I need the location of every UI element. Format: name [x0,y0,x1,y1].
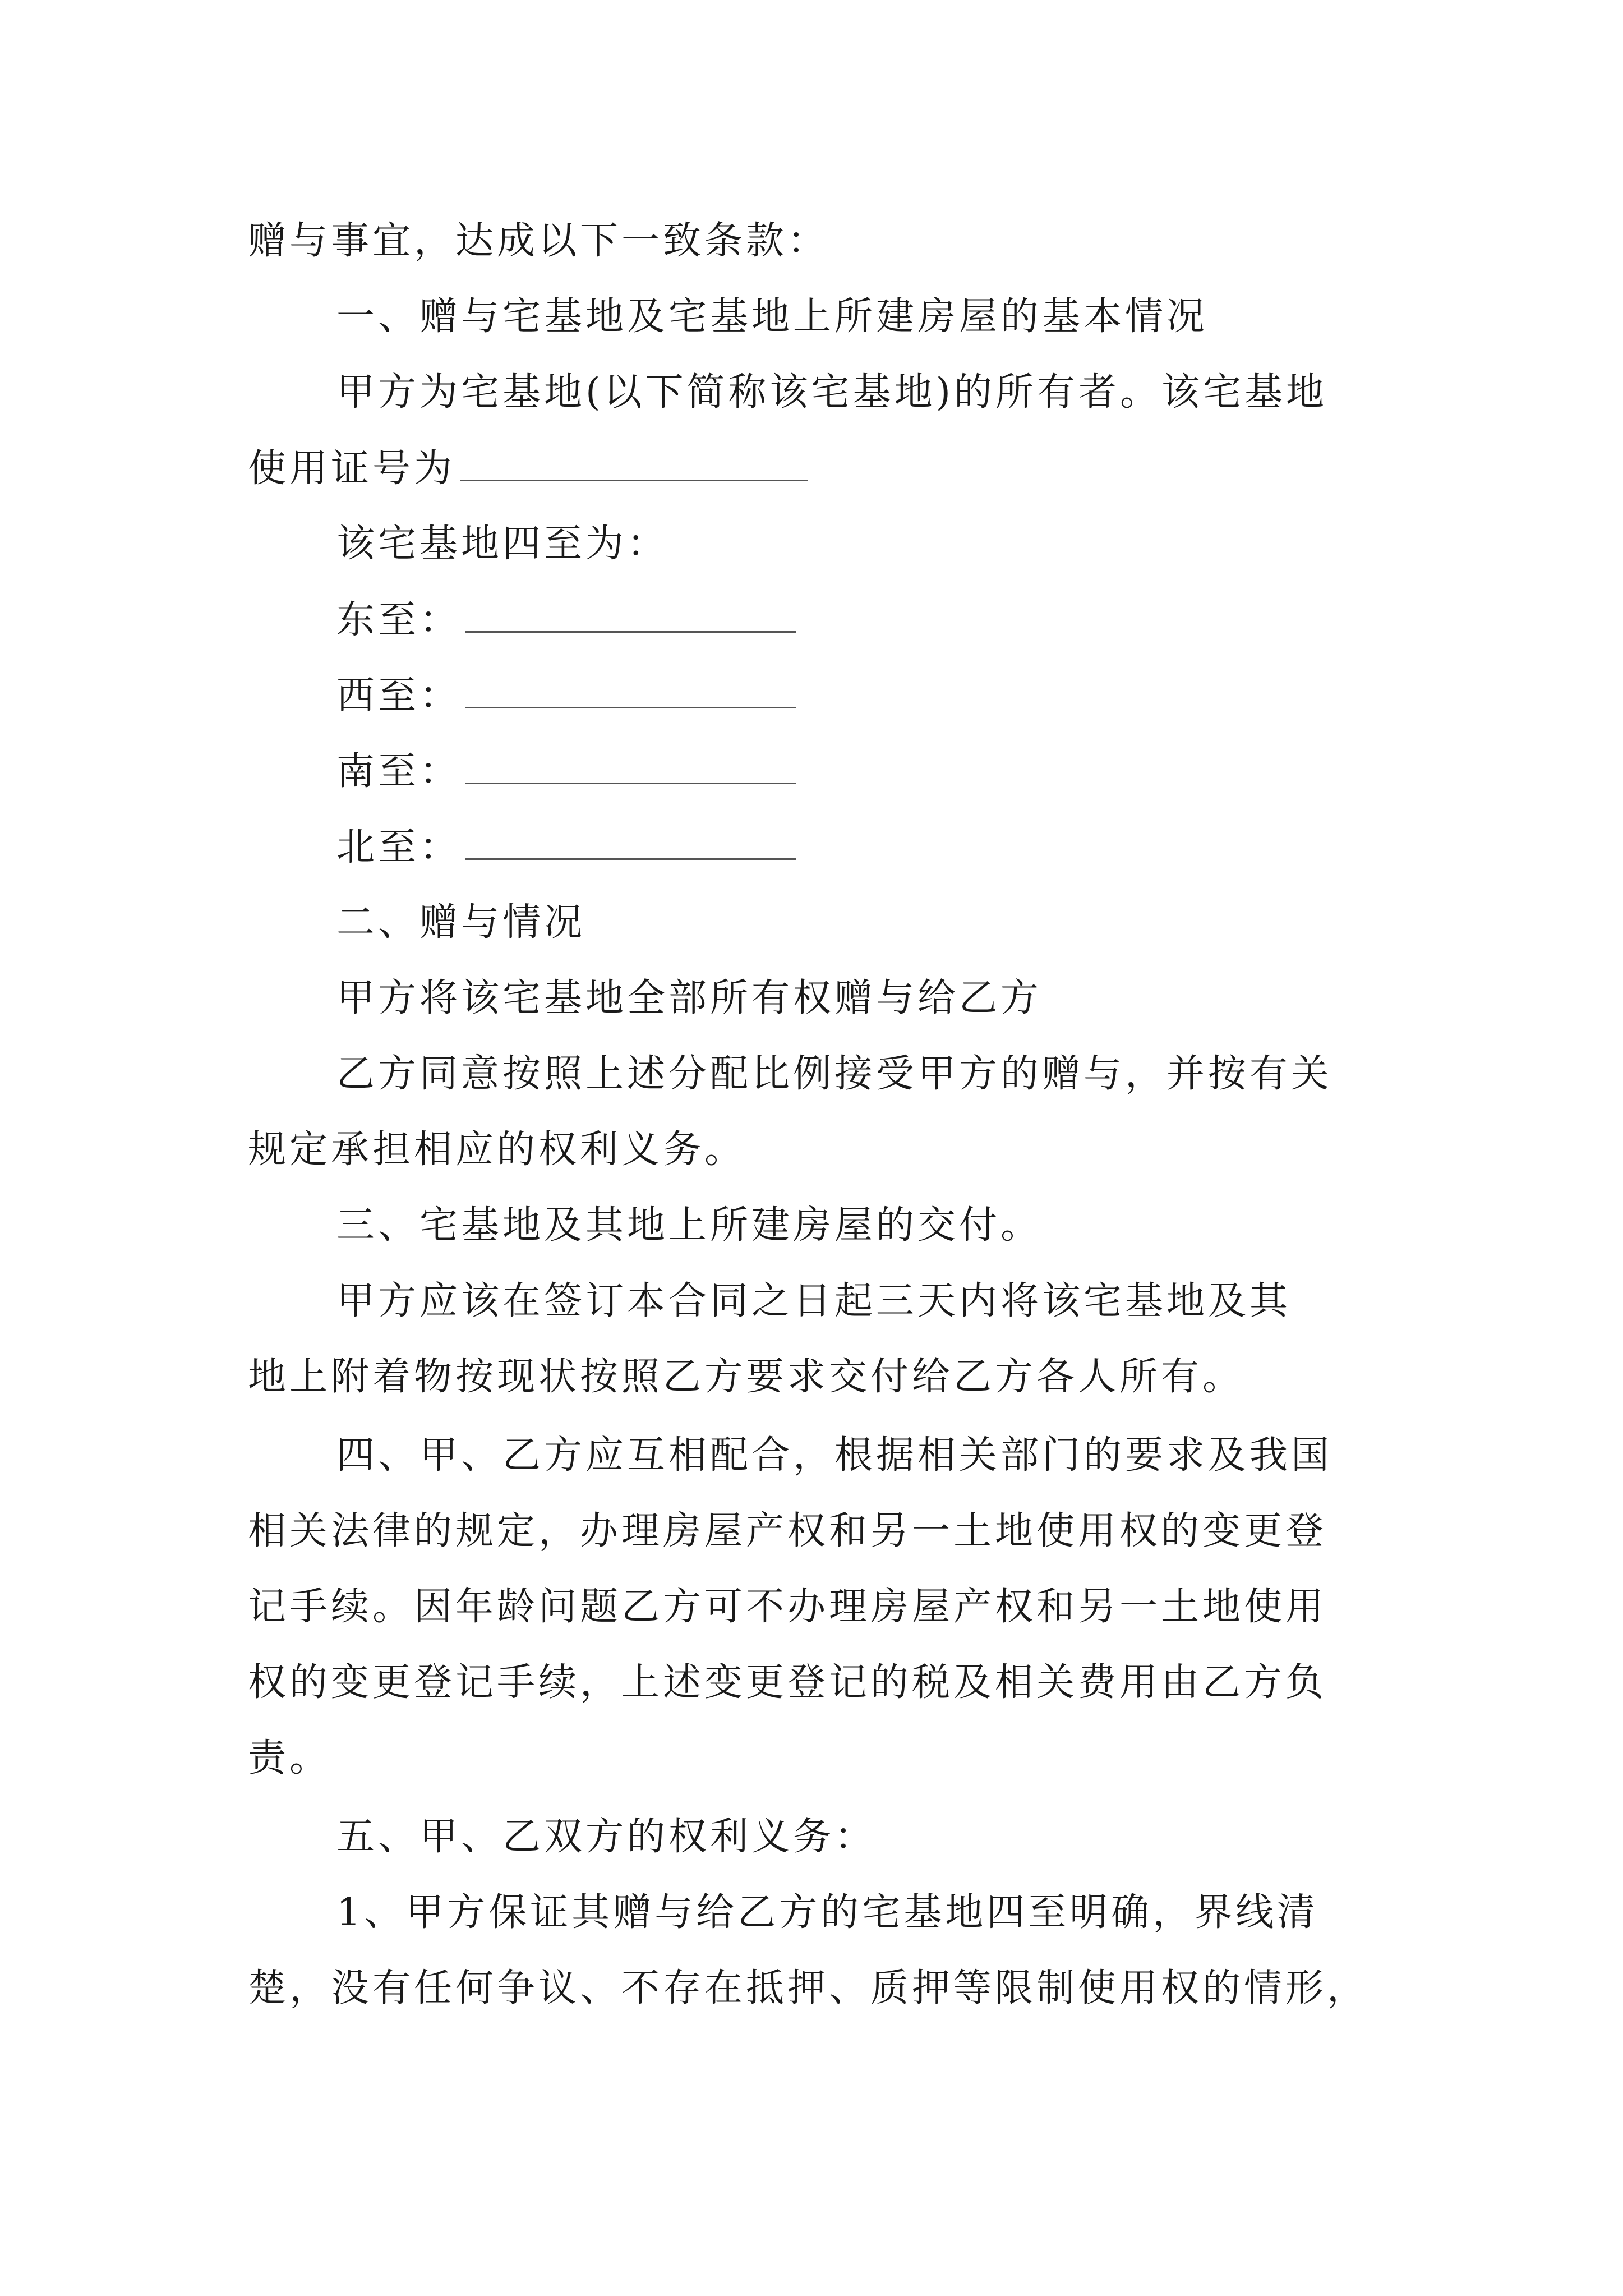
paragraph-line: 甲方将该宅基地全部所有权赠与给乙方 [336,976,1043,1020]
boundary-east-label: 东至： [336,598,462,642]
paragraph-line: 权的变更登记手续，上述变更登记的税及相关费用由乙方负 [248,1660,1327,1705]
paragraph-line: 地上附着物按现状按照乙方要求交付给乙方各人所有。 [248,1355,1244,1399]
paragraph-line [336,749,796,794]
paragraph-line: 记手续。因年龄问题乙方可不办理房屋产权和另一土地使用 [248,1585,1327,1629]
paragraph-line [248,446,808,491]
paragraph-line: 该宅基地四至为： [336,522,669,566]
paragraph-line: 乙方同意按照上述分配比例接受甲方的赠与，并按有关 [336,1052,1333,1096]
certificate-label: 使用证号为 [248,447,456,491]
paragraph-line: 责。 [248,1736,331,1780]
section-heading: 五、甲、乙双方的权利义务： [336,1815,877,1859]
paragraph-line [336,673,796,719]
paragraph-line: 1、甲方保证其赠与给乙方的宅基地四至明确，界线清 [336,1890,1319,1935]
section-heading: 四、甲、乙方应互相配合，根据相关部门的要求及我国 [336,1433,1333,1478]
section-heading: 二、赠与情况 [336,900,586,945]
boundary-west-label: 西至： [336,674,462,718]
paragraph-line: 规定承担相应的权利义务。 [248,1128,746,1172]
paragraph-line: 赠与事宜，达成以下一致条款： [248,219,829,263]
paragraph-line: 相关法律的规定，办理房屋产权和另一土地使用权的变更登 [248,1509,1327,1553]
paragraph-line [336,825,796,870]
fill-in-blank [465,825,796,860]
boundary-north-label: 北至： [336,825,462,869]
fill-in-blank [465,749,796,784]
paragraph-line: 楚，没有任何争议、不存在抵押、质押等限制使用权的情形， [248,1966,1369,2010]
section-heading: 一、赠与宅基地及宅基地上所建房屋的基本情况 [336,295,1209,339]
boundary-south-label: 南至： [336,749,462,794]
fill-in-blank [465,673,796,708]
paragraph-line: 甲方为宅基地(以下简称该宅基地)的所有者。该宅基地 [336,370,1328,415]
paragraph-line [336,597,796,643]
fill-in-blank [460,446,808,481]
paragraph-line: 甲方应该在签订本合同之日起三天内将该宅基地及其 [336,1279,1292,1323]
section-heading: 三、宅基地及其地上所建房屋的交付。 [336,1203,1043,1248]
fill-in-blank [465,597,796,633]
